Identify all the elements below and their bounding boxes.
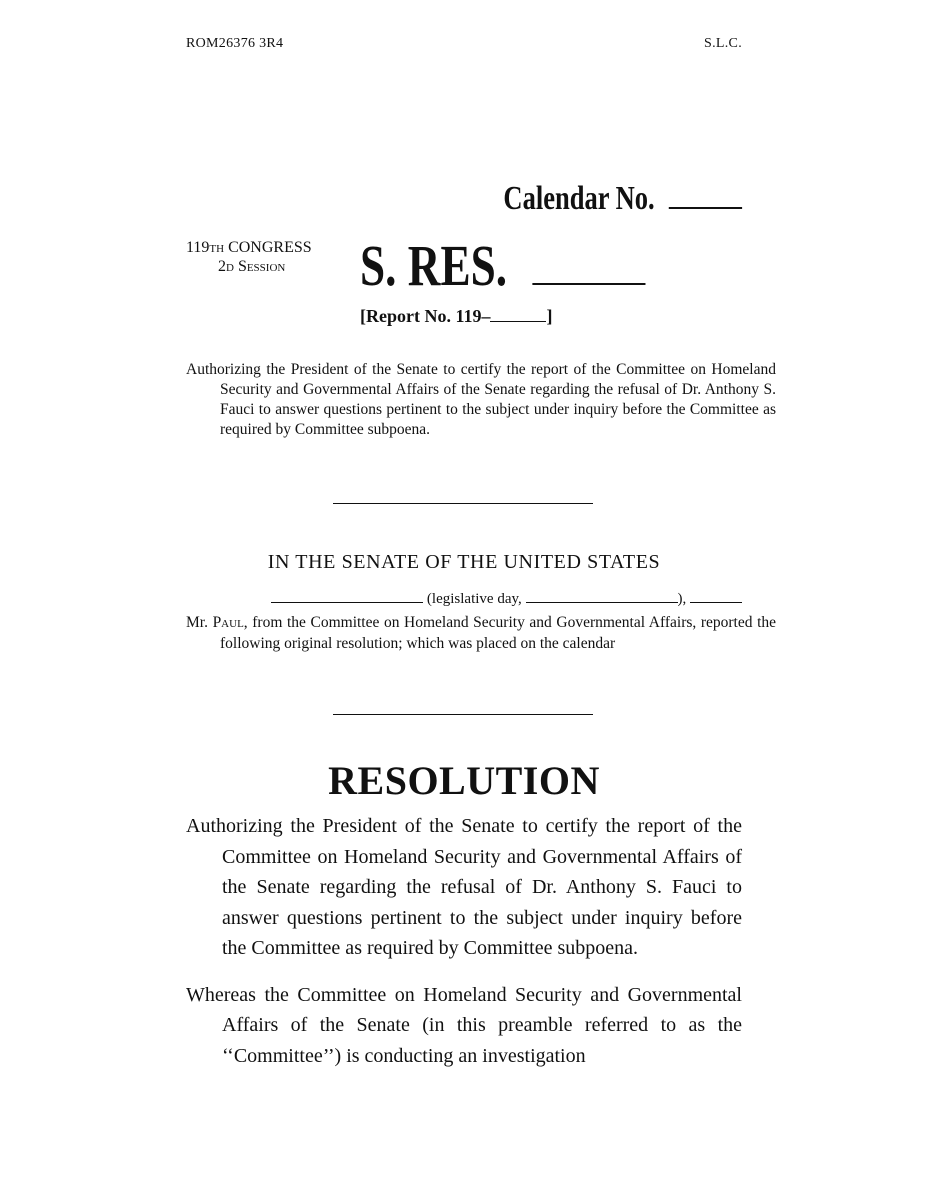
congress-number: 119th CONGRESS [186,239,312,256]
resolution-designation [360,232,646,299]
sponsor-title: Mr. [186,614,208,631]
summary-title: Authorizing the President of the Senate to certify the report of the Committee on Homeland Security and Governmental Affairs of the Senate regarding the refusal of Dr. Anthony S. Fauci to answer questions pertinent to the subject under inquiry before the Committee as required by Committee subpoena. [186,361,776,438]
congress-session [186,238,312,276]
slc-marker: S.L.C. [704,36,742,51]
divider-rule [333,714,593,715]
calendar-label: Calendar No. [502,180,655,217]
resolution-title: RESOLUTION [328,758,600,803]
sponsor-name: Paul [212,614,244,631]
bill-type: S. RES. [360,233,508,298]
senate-heading: IN THE SENATE OF THE UNITED STATES [267,551,661,573]
report-prefix: [Report No. 119– [360,306,491,326]
committee-action-text: , from the Committee on Homeland Security and Governmental Affairs, reported the following original resolution; which was placed on the calendar [220,614,777,652]
legislative-day-blank [526,602,678,603]
report-number [360,306,552,327]
divider-rule [333,503,593,504]
legislative-day-label: (legislative day, [426,591,522,607]
sponsor-action [186,613,776,654]
document-id: ROM26376 3R4 [186,36,284,51]
year-blank [690,602,742,603]
legislative-day-line [186,591,742,608]
whereas-clause: Whereas the Committee on Homeland Security and Governmental Affairs of the Senate (in this preamble referred to as the ‘‘Committee’’) is conducting an investigation [186,983,742,1067]
session-number: 2d Session [218,258,286,275]
resolution-number-blank [532,283,645,285]
resolution-body [186,811,742,1071]
report-number-blank [490,321,546,322]
calendar-number-blank [669,207,742,209]
calendar-number [503,180,742,218]
date-blank [271,602,423,603]
report-suffix: ] [546,306,553,326]
official-title: Authorizing the President of the Senate to certify the report of the Committee on Homeland Security and Governmental Affairs of the Senate regarding the refusal of Dr. Anthony S. Fauci to answer questions pertinent to the subject under inquiry before the Committee as required by Committee subpoena. [186,815,742,959]
legislative-day-close: ), [677,591,687,607]
